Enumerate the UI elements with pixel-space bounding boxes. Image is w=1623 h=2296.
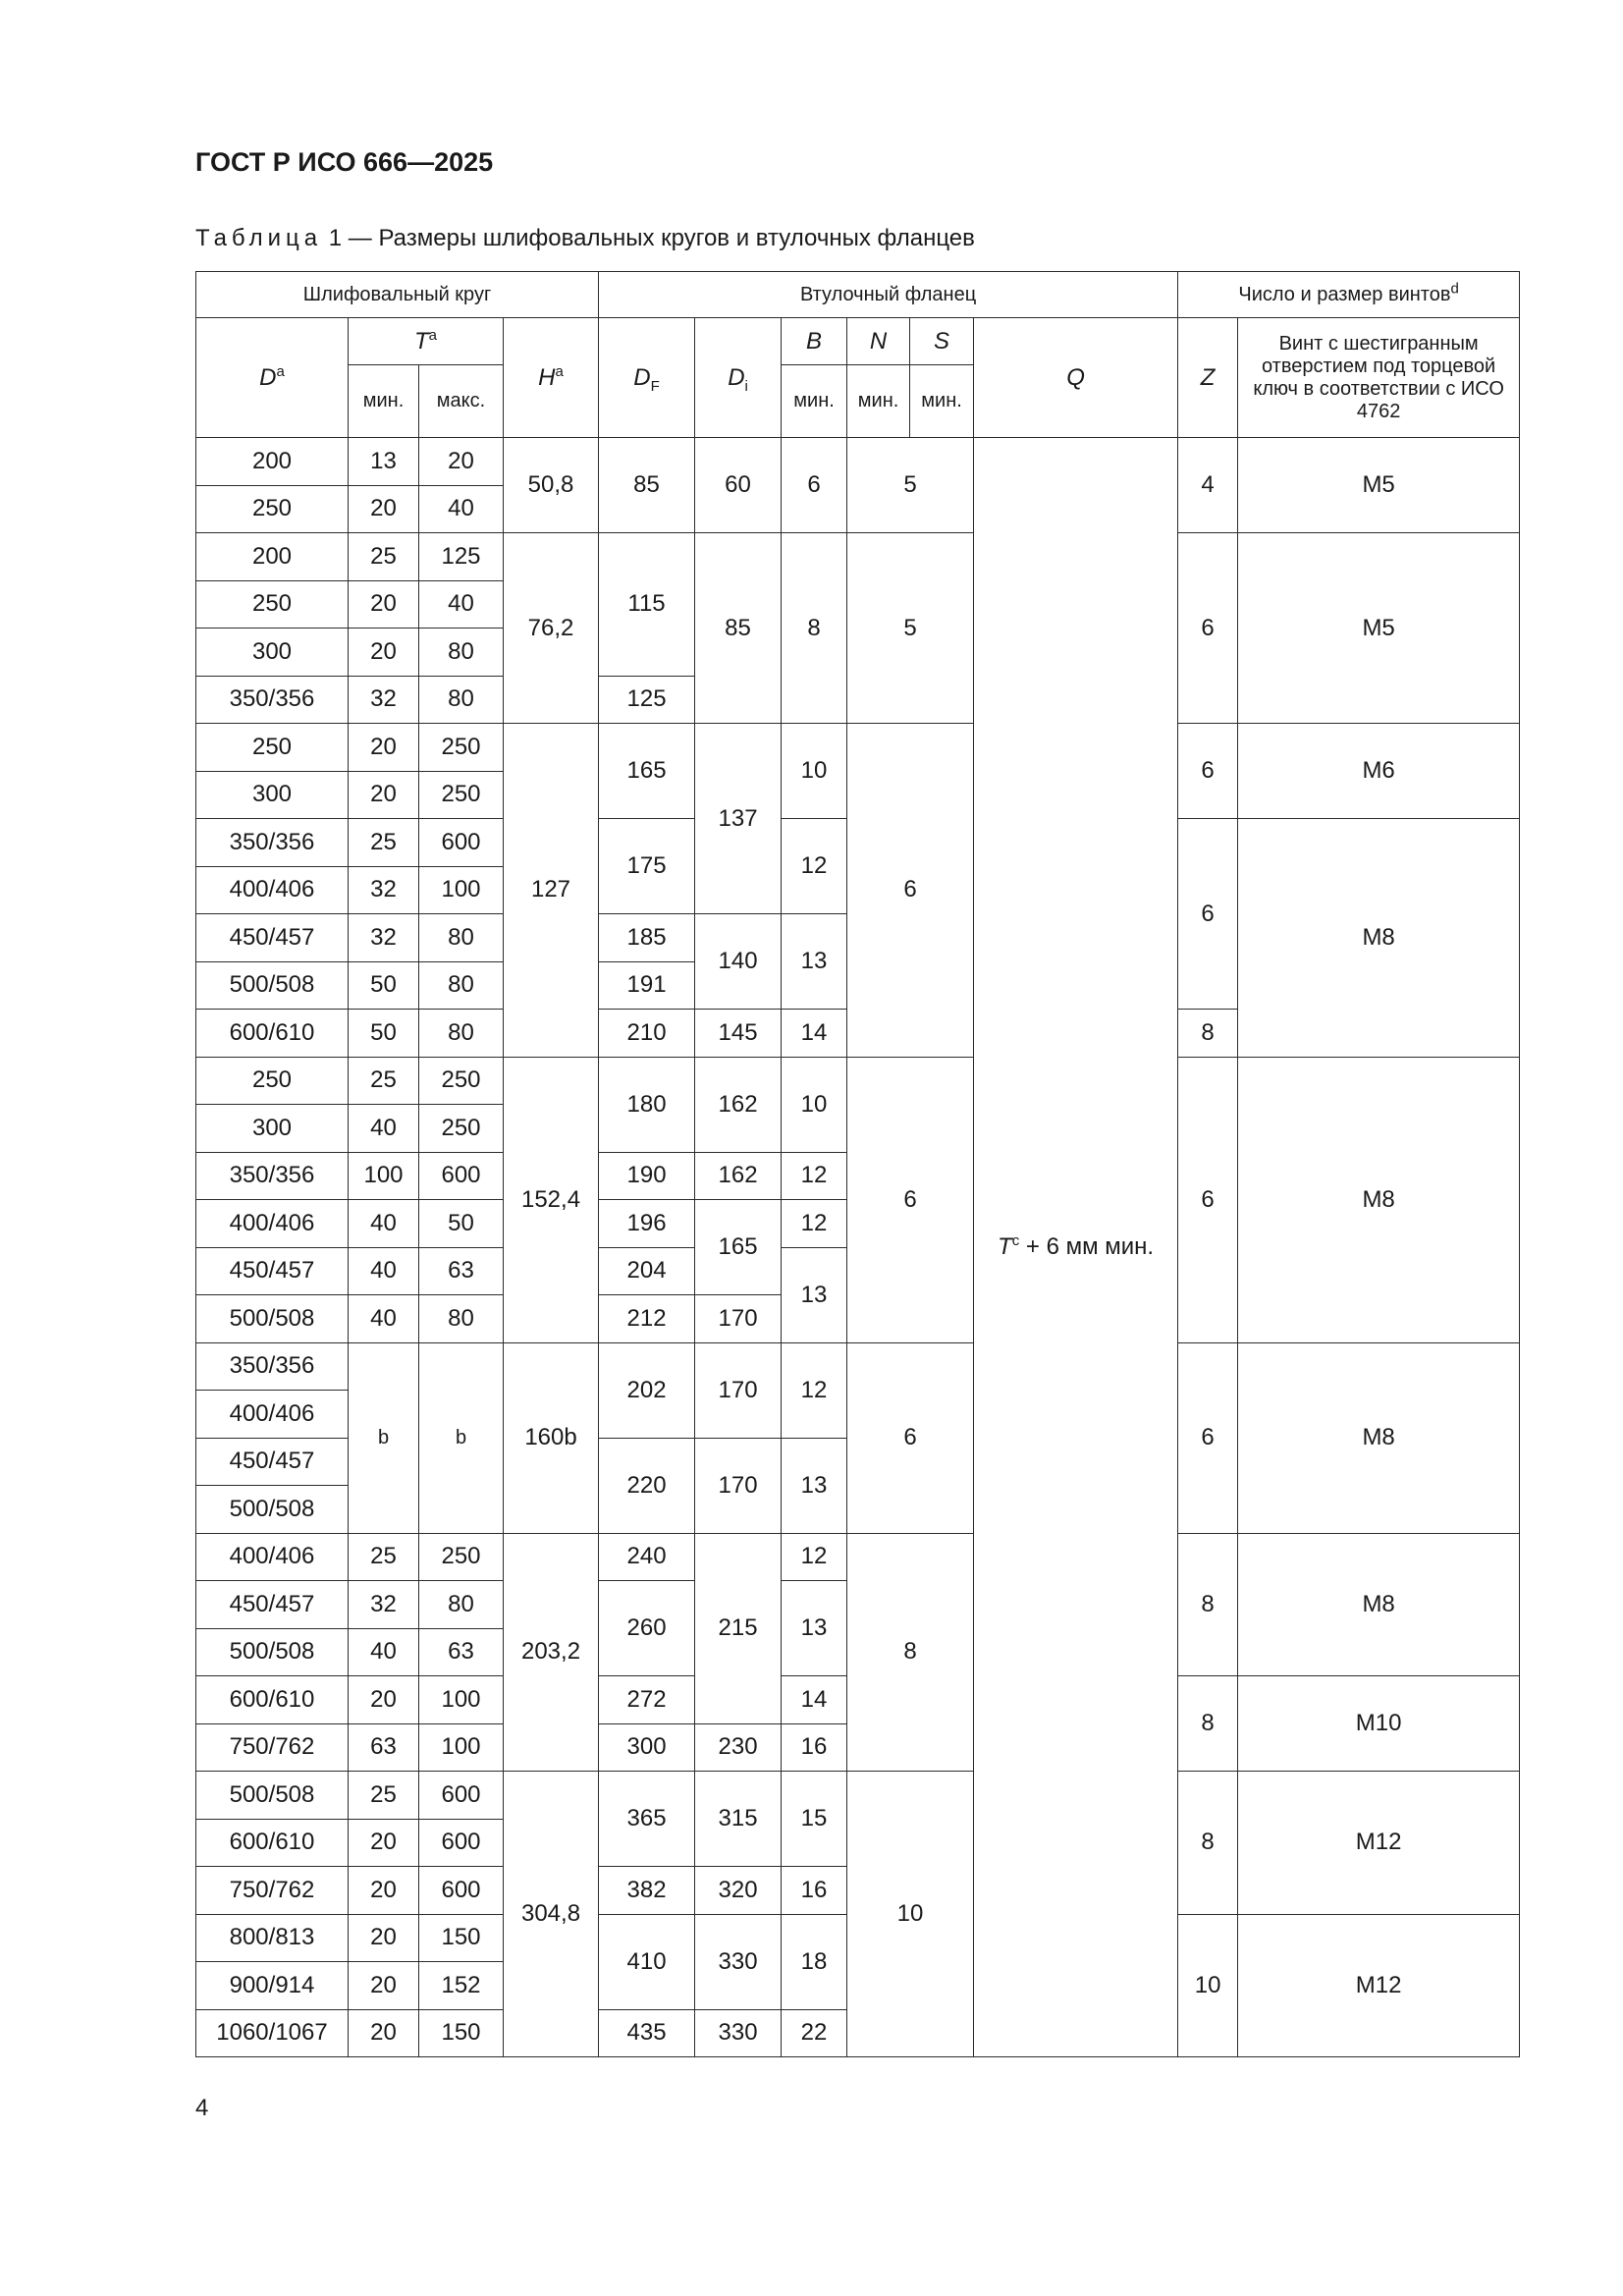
cell-B: 14 xyxy=(782,1010,847,1058)
table-row xyxy=(196,533,1520,581)
cell-DF: 185 xyxy=(599,914,695,962)
cell-DF: 210 xyxy=(599,1010,695,1058)
cell-T-min: 20 xyxy=(349,1819,419,1867)
cell-Q-rest: + 6 мм мин. xyxy=(1019,1233,1155,1261)
cell-D: 500/508 xyxy=(196,1628,349,1676)
cell-B: 12 xyxy=(782,819,847,914)
cell-screw: M12 xyxy=(1238,1772,1520,1915)
cell-T-max: 80 xyxy=(419,1295,504,1343)
cell-T-max: 250 xyxy=(419,724,504,772)
cell-Di: 140 xyxy=(695,914,782,1010)
header-screws-note: d xyxy=(1450,279,1459,297)
header-T-min: мин. xyxy=(349,365,419,438)
cell-T-min: 25 xyxy=(349,1772,419,1820)
cell-DF: 220 xyxy=(599,1438,695,1533)
cell-T-min: 20 xyxy=(349,629,419,677)
cell-H: 160b xyxy=(504,1342,599,1533)
cell-T-max: 40 xyxy=(419,580,504,629)
header-S-min: мин. xyxy=(910,365,974,438)
cell-DF: 204 xyxy=(599,1247,695,1295)
cell-NS: 5 xyxy=(847,438,974,533)
cell-T-min: 50 xyxy=(349,961,419,1010)
cell-DF: 410 xyxy=(599,1914,695,2009)
cell-D: 350/356 xyxy=(196,1152,349,1200)
cell-T-min: 20 xyxy=(349,724,419,772)
cell-B: 10 xyxy=(782,1057,847,1152)
cell-T-min: 20 xyxy=(349,1867,419,1915)
cell-B: 12 xyxy=(782,1533,847,1581)
cell-D: 450/457 xyxy=(196,1438,349,1486)
table-caption-word: Таблица xyxy=(195,225,323,251)
cell-D: 200 xyxy=(196,533,349,581)
cell-T-min: 20 xyxy=(349,2009,419,2057)
header-H-symbol: H xyxy=(538,363,556,391)
cell-D: 900/914 xyxy=(196,1962,349,2010)
header-DF-symbol: D xyxy=(633,363,651,391)
cell-Z: 8 xyxy=(1178,1772,1238,1915)
cell-screw: M8 xyxy=(1238,1342,1520,1533)
cell-DF: 212 xyxy=(599,1295,695,1343)
cell-B: 6 xyxy=(782,438,847,533)
cell-D: 250 xyxy=(196,724,349,772)
cell-D: 450/457 xyxy=(196,1581,349,1629)
cell-D: 500/508 xyxy=(196,1486,349,1534)
document-header: ГОСТ Р ИСО 666—2025 xyxy=(195,147,494,177)
cell-Z: 8 xyxy=(1178,1676,1238,1772)
cell-Di: 170 xyxy=(695,1295,782,1343)
page-number: 4 xyxy=(195,2095,209,2121)
cell-T-max: 600 xyxy=(419,1819,504,1867)
cell-NS: 5 xyxy=(847,533,974,724)
cell-Di: 315 xyxy=(695,1772,782,1867)
header-T-note: a xyxy=(428,326,437,344)
cell-D: 750/762 xyxy=(196,1867,349,1915)
cell-Di: 145 xyxy=(695,1010,782,1058)
cell-H: 304,8 xyxy=(504,1772,599,2057)
cell-T-max: 250 xyxy=(419,1105,504,1153)
cell-B: 22 xyxy=(782,2009,847,2057)
cell-screw: M8 xyxy=(1238,1057,1520,1342)
cell-T-min: 25 xyxy=(349,819,419,867)
cell-D: 250 xyxy=(196,485,349,533)
cell-D: 350/356 xyxy=(196,819,349,867)
header-N-min: мин. xyxy=(847,365,910,438)
cell-T-max: 600 xyxy=(419,1152,504,1200)
cell-DF: 202 xyxy=(599,1342,695,1438)
cell-D: 1060/1067 xyxy=(196,2009,349,2057)
cell-NS: 6 xyxy=(847,1342,974,1533)
cell-D: 250 xyxy=(196,580,349,629)
cell-Di: 162 xyxy=(695,1057,782,1152)
cell-screw: M8 xyxy=(1238,819,1520,1058)
table-row xyxy=(196,438,1520,486)
cell-T-min: 32 xyxy=(349,914,419,962)
cell-T-max: 63 xyxy=(419,1247,504,1295)
cell-T-max: 600 xyxy=(419,819,504,867)
cell-DF: 435 xyxy=(599,2009,695,2057)
cell-DF: 382 xyxy=(599,1867,695,1915)
cell-Z: 6 xyxy=(1178,819,1238,1010)
header-screw-description: Винт с шестигранным отверстием под торцевой ключ в соответствии с ИСО 4762 xyxy=(1238,318,1520,438)
cell-D: 500/508 xyxy=(196,1772,349,1820)
table-row xyxy=(196,724,1520,772)
header-Q: Q xyxy=(974,318,1178,438)
cell-T-max: 250 xyxy=(419,1057,504,1105)
cell-T-max: 80 xyxy=(419,1581,504,1629)
cell-NS: 10 xyxy=(847,1772,974,2057)
cell-DF: 240 xyxy=(599,1533,695,1581)
cell-NS: 6 xyxy=(847,1057,974,1342)
cell-D: 400/406 xyxy=(196,866,349,914)
cell-T-max: 80 xyxy=(419,629,504,677)
cell-D: 300 xyxy=(196,629,349,677)
cell-Di: 230 xyxy=(695,1723,782,1772)
cell-D: 500/508 xyxy=(196,1295,349,1343)
cell-DF: 260 xyxy=(599,1581,695,1676)
cell-T-min: 32 xyxy=(349,1581,419,1629)
cell-T-max: 80 xyxy=(419,676,504,724)
cell-Z: 8 xyxy=(1178,1533,1238,1676)
cell-B: 10 xyxy=(782,724,847,819)
cell-T-max: 20 xyxy=(419,438,504,486)
cell-Z: 8 xyxy=(1178,1010,1238,1058)
cell-Di: 60 xyxy=(695,438,782,533)
cell-Di: 137 xyxy=(695,724,782,914)
header-N: N xyxy=(847,318,910,365)
cell-Di: 320 xyxy=(695,1867,782,1915)
cell-T-min: 63 xyxy=(349,1723,419,1772)
cell-T-min: 32 xyxy=(349,866,419,914)
cell-Di: 170 xyxy=(695,1438,782,1533)
cell-D: 600/610 xyxy=(196,1819,349,1867)
cell-B: 12 xyxy=(782,1342,847,1438)
cell-T-min: 20 xyxy=(349,1914,419,1962)
table-caption-text: 1 — Размеры шлифовальных кругов и втулочных фланцев xyxy=(322,225,975,251)
header-Di xyxy=(695,318,782,438)
cell-T-min: 100 xyxy=(349,1152,419,1200)
cell-D: 300 xyxy=(196,1105,349,1153)
cell-D: 300 xyxy=(196,771,349,819)
cell-B: 14 xyxy=(782,1676,847,1724)
cell-DF: 300 xyxy=(599,1723,695,1772)
cell-D: 200 xyxy=(196,438,349,486)
cell-T-min: 20 xyxy=(349,1676,419,1724)
cell-T-max: 125 xyxy=(419,533,504,581)
cell-D: 400/406 xyxy=(196,1200,349,1248)
cell-Z: 6 xyxy=(1178,724,1238,819)
cell-H: 50,8 xyxy=(504,438,599,533)
cell-T-max: 100 xyxy=(419,866,504,914)
cell-Di: 215 xyxy=(695,1533,782,1723)
cell-DF: 165 xyxy=(599,724,695,819)
cell-T-max: 250 xyxy=(419,771,504,819)
cell-B: 8 xyxy=(782,533,847,724)
cell-DF: 125 xyxy=(599,676,695,724)
cell-D: 250 xyxy=(196,1057,349,1105)
cell-Di: 330 xyxy=(695,1914,782,2009)
cell-T-min: 20 xyxy=(349,485,419,533)
header-screws xyxy=(1178,272,1520,318)
cell-T-max: 63 xyxy=(419,1628,504,1676)
cell-T-min: 40 xyxy=(349,1105,419,1153)
cell-Di: 162 xyxy=(695,1152,782,1200)
cell-T-max: 150 xyxy=(419,1914,504,1962)
cell-D: 800/813 xyxy=(196,1914,349,1962)
cell-T-min: 40 xyxy=(349,1295,419,1343)
cell-T-min: 32 xyxy=(349,676,419,724)
header-row-columns xyxy=(196,318,1520,365)
table-row xyxy=(196,1772,1520,1820)
cell-Di: 330 xyxy=(695,2009,782,2057)
cell-B: 18 xyxy=(782,1914,847,2009)
header-H-note: a xyxy=(555,362,564,380)
header-screws-text: Число и размер винтов xyxy=(1238,283,1451,305)
cell-T-max: 40 xyxy=(419,485,504,533)
cell-B: 13 xyxy=(782,1581,847,1676)
header-T-symbol: T xyxy=(413,327,429,355)
cell-DF: 365 xyxy=(599,1772,695,1867)
cell-screw: M6 xyxy=(1238,724,1520,819)
table-row xyxy=(196,1342,1520,1391)
cell-D: 400/406 xyxy=(196,1391,349,1439)
cell-Z: 6 xyxy=(1178,1342,1238,1533)
cell-H: 76,2 xyxy=(504,533,599,724)
cell-screw: M8 xyxy=(1238,1533,1520,1676)
cell-H: 127 xyxy=(504,724,599,1058)
cell-T-max: 80 xyxy=(419,914,504,962)
cell-Q-note: c xyxy=(1011,1232,1020,1250)
cell-T-max: 150 xyxy=(419,2009,504,2057)
cell-Di: 165 xyxy=(695,1200,782,1295)
cell-B: 12 xyxy=(782,1200,847,1248)
cell-B: 13 xyxy=(782,914,847,1010)
cell-B: 12 xyxy=(782,1152,847,1200)
cell-Q xyxy=(974,438,1178,2057)
cell-screw: M10 xyxy=(1238,1676,1520,1772)
header-S: S xyxy=(910,318,974,365)
cell-T-min: 25 xyxy=(349,1533,419,1581)
cell-T-min: 25 xyxy=(349,533,419,581)
cell-DF: 272 xyxy=(599,1676,695,1724)
header-Di-symbol: D xyxy=(728,363,745,391)
cell-D: 750/762 xyxy=(196,1723,349,1772)
cell-Z: 10 xyxy=(1178,1914,1238,2057)
header-DF-sub: F xyxy=(650,377,660,395)
cell-Di: 85 xyxy=(695,533,782,724)
cell-T-min: b xyxy=(349,1342,419,1533)
cell-H: 203,2 xyxy=(504,1533,599,1772)
cell-T-min: 20 xyxy=(349,1962,419,2010)
cell-D: 600/610 xyxy=(196,1676,349,1724)
cell-NS: 6 xyxy=(847,724,974,1058)
header-D-note: a xyxy=(276,362,285,380)
header-T xyxy=(349,318,504,365)
cell-T-min: 50 xyxy=(349,1010,419,1058)
header-Di-sub: i xyxy=(744,377,748,395)
cell-T-max: 100 xyxy=(419,1676,504,1724)
cell-DF: 115 xyxy=(599,533,695,677)
cell-screw: M5 xyxy=(1238,533,1520,724)
cell-D: 450/457 xyxy=(196,1247,349,1295)
cell-DF: 196 xyxy=(599,1200,695,1248)
cell-D: 400/406 xyxy=(196,1533,349,1581)
cell-DF: 175 xyxy=(599,819,695,914)
cell-T-max: 80 xyxy=(419,1010,504,1058)
cell-T-max: 600 xyxy=(419,1867,504,1915)
cell-Z: 4 xyxy=(1178,438,1238,533)
cell-T-max: 600 xyxy=(419,1772,504,1820)
cell-T-max: b xyxy=(419,1342,504,1533)
header-D-symbol: D xyxy=(259,363,277,391)
cell-B: 16 xyxy=(782,1723,847,1772)
header-T-max: макс. xyxy=(419,365,504,438)
cell-T-max: 152 xyxy=(419,1962,504,2010)
cell-DF: 190 xyxy=(599,1152,695,1200)
cell-B: 16 xyxy=(782,1867,847,1915)
cell-T-min: 40 xyxy=(349,1200,419,1248)
cell-T-min: 25 xyxy=(349,1057,419,1105)
cell-Q-T: T xyxy=(998,1233,1012,1261)
cell-screw: M12 xyxy=(1238,1914,1520,2057)
header-row-groups xyxy=(196,272,1520,318)
header-hub-flange: Втулочный фланец xyxy=(599,272,1178,318)
cell-Di: 170 xyxy=(695,1342,782,1438)
header-DF xyxy=(599,318,695,438)
cell-DF: 180 xyxy=(599,1057,695,1152)
header-B-min: мин. xyxy=(782,365,847,438)
cell-T-min: 20 xyxy=(349,580,419,629)
cell-B: 13 xyxy=(782,1247,847,1342)
cell-B: 13 xyxy=(782,1438,847,1533)
cell-B: 15 xyxy=(782,1772,847,1867)
header-grinding-wheel: Шлифовальный круг xyxy=(196,272,599,318)
cell-T-min: 40 xyxy=(349,1247,419,1295)
header-H xyxy=(504,318,599,438)
cell-H: 152,4 xyxy=(504,1057,599,1342)
table-row xyxy=(196,1533,1520,1581)
cell-DF: 191 xyxy=(599,961,695,1010)
cell-D: 350/356 xyxy=(196,1342,349,1391)
cell-Z: 6 xyxy=(1178,533,1238,724)
cell-D: 500/508 xyxy=(196,961,349,1010)
table-row xyxy=(196,1057,1520,1105)
cell-T-min: 40 xyxy=(349,1628,419,1676)
cell-T-max: 250 xyxy=(419,1533,504,1581)
cell-D: 600/610 xyxy=(196,1010,349,1058)
cell-T-min: 20 xyxy=(349,771,419,819)
table-caption xyxy=(195,225,975,252)
cell-T-min: 13 xyxy=(349,438,419,486)
cell-DF: 85 xyxy=(599,438,695,533)
cell-T-max: 80 xyxy=(419,961,504,1010)
cell-Z: 6 xyxy=(1178,1057,1238,1342)
header-D xyxy=(196,318,349,438)
cell-screw: M5 xyxy=(1238,438,1520,533)
header-Z: Z xyxy=(1178,318,1238,438)
cell-NS: 8 xyxy=(847,1533,974,1772)
header-B: B xyxy=(782,318,847,365)
cell-D: 350/356 xyxy=(196,676,349,724)
cell-T-max: 50 xyxy=(419,1200,504,1248)
cell-T-max: 100 xyxy=(419,1723,504,1772)
dimensions-table xyxy=(195,271,1520,2057)
cell-D: 450/457 xyxy=(196,914,349,962)
